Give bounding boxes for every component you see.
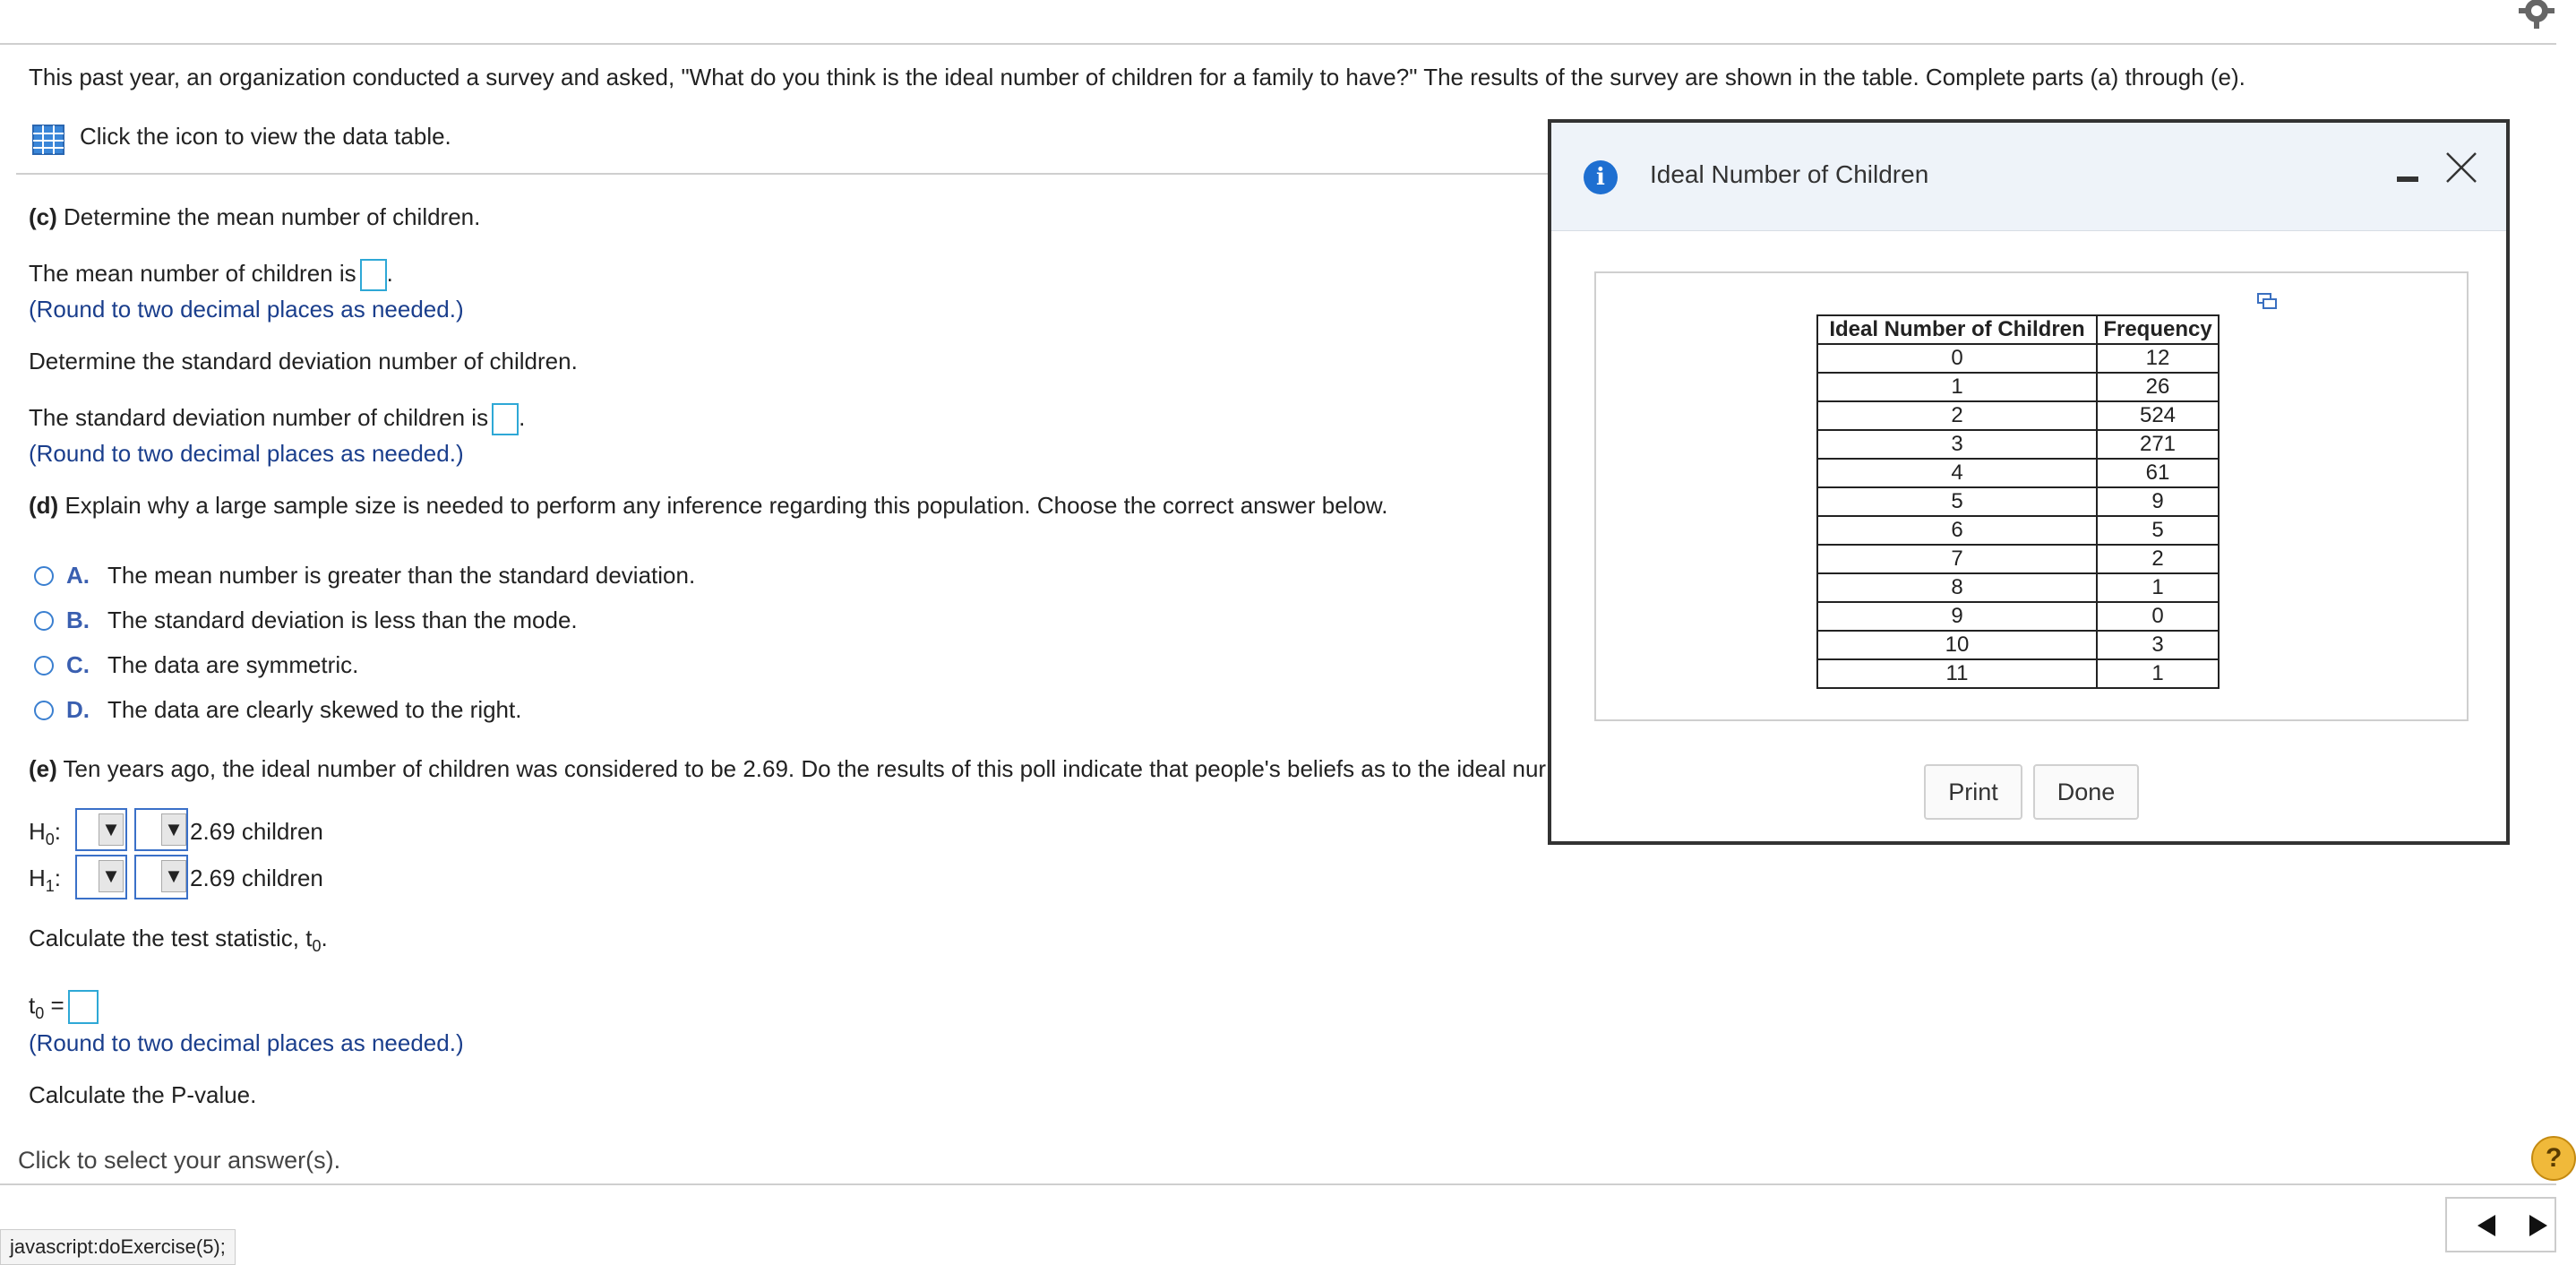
choice-c-radio[interactable] [34,656,54,676]
pvalue-prompt: Calculate the P-value. [29,1081,257,1108]
part-c-prompt: (c) Determine the mean number of children. [29,203,481,230]
frequency-cell: 271 [2097,430,2219,459]
children-cell: 9 [1817,602,2097,631]
table-row [1817,573,2219,602]
footer-divider [0,1183,2556,1185]
choice-b-text[interactable]: The standard deviation is less than the mode. [107,607,578,633]
h1-value: 2.69 children [190,865,323,891]
column-header: Frequency [2097,315,2219,344]
h1-parameter-dropdown[interactable] [75,855,127,899]
table-row [1817,430,2219,459]
chevron-down-icon: ▼ [99,813,124,846]
sd-prompt: Determine the standard deviation number of children. [29,348,578,374]
top-divider [0,43,2556,45]
frequency-cell: 12 [2097,344,2219,373]
h1-label: $H_1$: [29,865,62,896]
frequency-cell: 61 [2097,459,2219,487]
done-button[interactable]: Done [2033,764,2139,820]
frequency-cell: 3 [2097,631,2219,659]
table-row [1817,516,2219,545]
frequency-cell: 1 [2097,659,2219,688]
table-row [1817,545,2219,573]
frequency-cell: 524 [2097,401,2219,430]
gear-icon[interactable] [2519,0,2555,29]
choice-a-radio[interactable] [34,566,54,586]
next-arrow-icon[interactable] [2528,1213,2551,1238]
children-cell: 4 [1817,459,2097,487]
t0-line: $t_0$ = [29,990,99,1028]
children-cell: 5 [1817,487,2097,516]
info-icon: i [1584,160,1618,194]
part-e-prompt: (e) Ten years ago, the ideal number of children was considered to be 2.69. Do the results of this poll indicate that people's beliefs as to the ideal nur [29,755,1547,782]
copy-icon[interactable] [2257,293,2277,309]
children-cell: 10 [1817,631,2097,659]
column-header: Ideal Number of Children [1817,315,2097,344]
select-answer-hint[interactable]: Click to select your answer(s). [18,1147,341,1174]
choice-b-letter: B. [66,607,90,633]
frequency-cell: 1 [2097,573,2219,602]
frequency-cell: 0 [2097,602,2219,631]
chevron-down-icon: ▼ [161,813,186,846]
h0-relation-dropdown[interactable] [134,808,188,851]
children-cell: 0 [1817,344,2097,373]
h0-parameter-dropdown[interactable] [75,808,127,851]
mean-line: The mean number of children is . [29,259,393,291]
chevron-down-icon: ▼ [99,860,124,892]
table-header-row [1817,315,2219,344]
choice-d-letter: D. [66,696,90,723]
children-cell: 8 [1817,573,2097,602]
part-d-prompt: (d) Explain why a large sample size is needed to perform any inference regarding this population. Choose the correct answer below. [29,492,1388,519]
children-cell: 7 [1817,545,2097,573]
frequency-cell: 5 [2097,516,2219,545]
table-row [1817,459,2219,487]
h1-relation-dropdown[interactable] [134,855,188,899]
data-table-link[interactable]: Click the icon to view the data table. [80,123,451,150]
choice-d-text[interactable]: The data are clearly skewed to the right. [107,696,522,723]
table-row [1817,602,2219,631]
h0-value: 2.69 children [190,818,323,845]
choice-d-radio[interactable] [34,701,54,720]
children-cell: 3 [1817,430,2097,459]
table-row [1817,659,2219,688]
children-cell: 11 [1817,659,2097,688]
round-note: (Round to two decimal places as needed.) [29,440,464,467]
frequency-cell: 2 [2097,545,2219,573]
round-note: (Round to two decimal places as needed.) [29,1029,464,1056]
status-bar: javascript:doExercise(5); [0,1229,236,1265]
sd-answer-input[interactable] [492,403,519,435]
table-frame [1594,271,2469,721]
children-cell: 2 [1817,401,2097,430]
minimize-icon[interactable] [2397,176,2418,182]
navigation-controls [2445,1197,2556,1252]
help-icon[interactable]: ? [2531,1136,2576,1181]
choice-b-radio[interactable] [34,611,54,631]
close-icon[interactable] [2443,150,2479,185]
chevron-down-icon: ▼ [161,860,186,892]
dialog-header [1551,123,2506,231]
choice-a-letter: A. [66,562,90,589]
sd-line: The standard deviation number of children is . [29,403,525,435]
previous-arrow-icon[interactable] [2474,1213,2497,1238]
table-row [1817,631,2219,659]
table-row [1817,487,2219,516]
dialog-title: Ideal Number of Children [1650,160,1929,188]
h0-label: $H_0$: [29,818,62,849]
section-divider [16,173,1550,175]
frequency-cell: 9 [2097,487,2219,516]
table-row [1817,373,2219,401]
children-cell: 1 [1817,373,2097,401]
frequency-cell: 26 [2097,373,2219,401]
round-note: (Round to two decimal places as needed.) [29,296,464,323]
print-button[interactable]: Print [1924,764,2022,820]
mean-answer-input[interactable] [360,259,387,291]
data-table-dialog [1548,119,2510,845]
choice-c-text[interactable]: The data are symmetric. [107,651,359,678]
t0-answer-input[interactable] [68,990,99,1024]
ideal-children-table [1816,314,2220,689]
test-statistic-prompt: Calculate the test statistic, $t_0$. [29,925,328,956]
children-cell: 6 [1817,516,2097,545]
choice-c-letter: C. [66,651,90,678]
table-row [1817,344,2219,373]
problem-intro: This past year, an organization conducted a survey and asked, "What do you think is the ideal number of children for a family to have?" The results of the survey are shown in the table. Complete parts (a) through (e). [29,64,2245,90]
table-row [1817,401,2219,430]
choice-a-text[interactable]: The mean number is greater than the standard deviation. [107,562,696,589]
table-grid-icon[interactable] [32,125,64,155]
